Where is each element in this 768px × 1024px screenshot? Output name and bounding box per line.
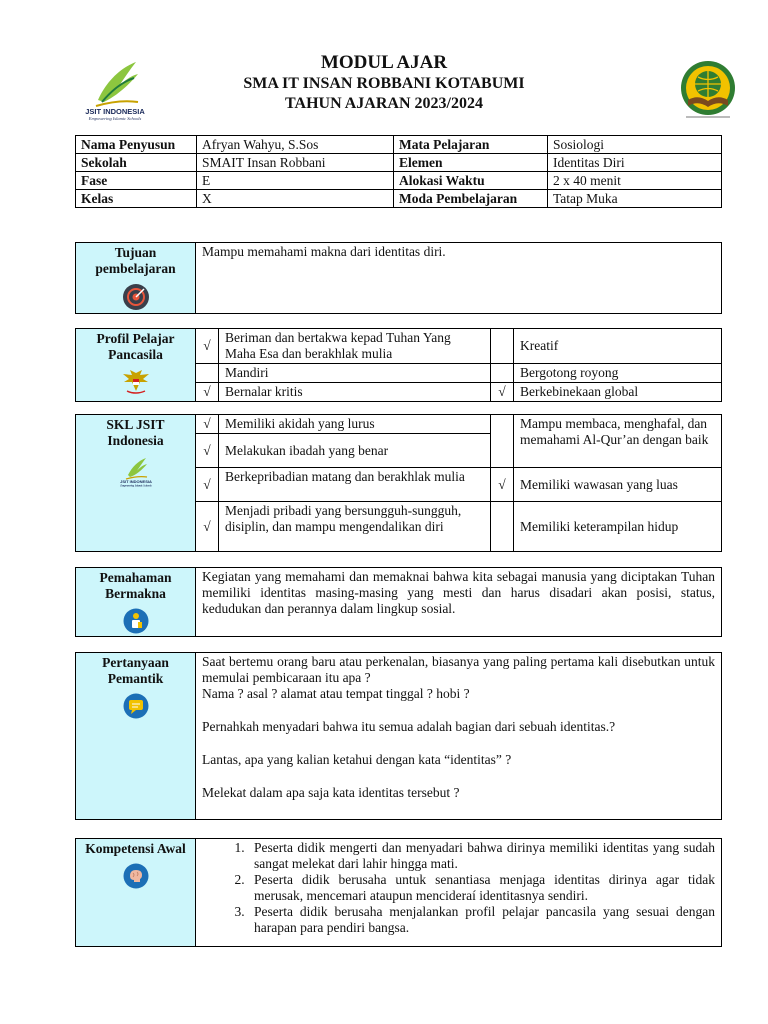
skl-check: √	[196, 468, 219, 502]
skl-check: √	[196, 415, 219, 434]
tujuan-section	[75, 242, 722, 314]
profil-item: Mandiri	[219, 364, 491, 383]
profil-check	[491, 364, 514, 383]
kompetensi-label: Kompetensi Awal	[85, 841, 186, 856]
profil-section	[75, 328, 722, 402]
svg-text:Empowering Islamic Schools: Empowering Islamic Schools	[119, 484, 152, 487]
svg-text:JSIT INDONESIA: JSIT INDONESIA	[119, 479, 152, 484]
info-key: Kelas	[76, 190, 197, 208]
skl-check: √	[196, 434, 219, 468]
skl-check: √	[196, 502, 219, 552]
pertanyaan-q2: Pernahkah menyadari bahwa itu semua adalah bagian dari sebuah identitas.?	[202, 719, 616, 734]
info-value: Tatap Muka	[548, 190, 722, 208]
kompetensi-list	[202, 840, 715, 936]
kompetensi-label-cell	[76, 839, 196, 947]
tujuan-text: Mampu memahami makna dari identitas diri.	[196, 243, 722, 314]
document-title: MODUL AJAR	[320, 52, 448, 73]
pemahaman-label-cell	[76, 568, 196, 637]
profil-item: Bergotong royong	[514, 364, 722, 383]
pemahaman-text: Kegiatan yang memahami dan memaknai bahwa kita sebagai manusia yang diciptakan Tuhan memiliki identitas masing-masing yang mesti dan harus disadari akan posisi, status, kedudukan dan perannya dalam lingkup sosial.	[196, 568, 722, 637]
skl-label: SKL JSIT Indonesia	[106, 417, 165, 448]
module-info-table	[75, 135, 722, 208]
profil-check: √	[196, 329, 219, 364]
profil-label: Profil Pelajar Pancasila	[96, 331, 175, 362]
skl-check: √	[491, 468, 514, 502]
skl-item: Memiliki keterampilan hidup	[514, 502, 722, 552]
info-key: Alokasi Waktu	[394, 172, 548, 190]
info-value: X	[197, 190, 394, 208]
profil-label-cell	[76, 329, 196, 402]
jsit-logo-tagline: Empowering Islamic Schools	[88, 116, 142, 121]
profil-check: √	[196, 383, 219, 402]
skl-item: Memiliki akidah yang lurus	[219, 415, 491, 434]
pertanyaan-label: Pertanyaan Pemantik	[102, 655, 169, 686]
tujuan-label: Tujuan pembelajaran	[95, 245, 176, 276]
jsit-logo	[76, 56, 154, 122]
pertanyaan-label-cell	[76, 653, 196, 820]
target-icon	[122, 283, 150, 311]
kompetensi-content	[196, 839, 722, 947]
jsit-small-logo	[116, 455, 156, 487]
info-key: Nama Penyusun	[76, 136, 197, 154]
pertanyaan-q3: Lantas, apa yang kalian ketahui dengan kata “identitas” ?	[202, 752, 512, 767]
info-value: E	[197, 172, 394, 190]
info-value: 2 x 40 menit	[548, 172, 722, 190]
school-name: SMA IT INSAN ROBBANI KOTABUMI	[243, 75, 525, 92]
skl-item: Memiliki wawasan yang luas	[514, 468, 722, 502]
skl-item: Menjadi pribadi yang bersungguh-sungguh, disiplin, dan mampu mengendalikan diri	[219, 502, 491, 552]
skl-item: Berkepribadian matang dan berakhlak mulia	[219, 468, 491, 502]
info-row	[76, 154, 722, 172]
info-row	[76, 190, 722, 208]
info-value: SMAIT Insan Robbani	[197, 154, 394, 172]
pertanyaan-q1b: Nama ? asal ? alamat atau tempat tinggal ? hobi ?	[202, 686, 470, 701]
info-value: Sosiologi	[548, 136, 722, 154]
pemahaman-section	[75, 567, 722, 637]
school-logo	[672, 58, 744, 122]
pemahaman-label: Pemahaman Bermakna	[99, 570, 172, 601]
skl-check	[491, 502, 514, 552]
info-value: Afryan Wahyu, S.Sos	[197, 136, 394, 154]
skl-item: Mampu membaca, menghafal, dan memahami Al-Qur’an dengan baik	[514, 415, 722, 468]
chat-icon	[123, 693, 149, 719]
skl-label-cell	[76, 415, 196, 552]
jsit-logo-text: JSIT INDONESIA	[85, 107, 145, 116]
person-info-icon	[123, 608, 149, 634]
kompetensi-item: 1. Peserta didik mengerti dan menyadari bahwa dirinya memiliki identitas yang sudah sangat melekat dari lahir hingga mati.	[248, 840, 715, 872]
info-key: Fase	[76, 172, 197, 190]
skl-item: Melakukan ibadah yang benar	[219, 434, 491, 468]
info-row	[76, 136, 722, 154]
skl-section	[75, 414, 722, 552]
pertanyaan-q1: Saat bertemu orang baru atau perkenalan, biasanya yang paling pertama kali disebutkan untuk memulai pembicaraan itu apa ?	[202, 654, 715, 685]
kompetensi-section	[75, 838, 722, 947]
info-key: Elemen	[394, 154, 548, 172]
pertanyaan-section	[75, 652, 722, 820]
tujuan-label-cell	[76, 243, 196, 314]
brain-icon	[123, 863, 149, 889]
kompetensi-item: 2. Peserta didik berusaha untuk senantiasa menjaga identitas dirinya agar tidak merusak, mencemari ataupun mencideraí identitasnya sendiri.	[248, 872, 715, 904]
info-key: Moda Pembelajaran	[394, 190, 548, 208]
garuda-icon	[121, 369, 151, 395]
info-key: Mata Pelajaran	[394, 136, 548, 154]
profil-check	[491, 329, 514, 364]
profil-item: Bernalar kritis	[219, 383, 491, 402]
info-value: Identitas Diri	[548, 154, 722, 172]
profil-item: Kreatif	[514, 329, 722, 364]
info-row	[76, 172, 722, 190]
profil-item: Berkebinekaan global	[514, 383, 722, 402]
skl-check	[491, 415, 514, 468]
profil-check: √	[491, 383, 514, 402]
profil-item: Beriman dan bertakwa kepad Tuhan Yang Maha Esa dan berakhlak mulia	[219, 329, 491, 364]
kompetensi-item: 3. Peserta didik berusaha menjalankan profil pelajar pancasila yang sesuai dengan harapan para pendiri bangsa.	[248, 904, 715, 936]
profil-check	[196, 364, 219, 383]
pertanyaan-q4: Melekat dalam apa saja kata identitas tersebut ?	[202, 785, 460, 800]
info-key: Sekolah	[76, 154, 197, 172]
academic-year: TAHUN AJARAN 2023/2024	[285, 95, 483, 112]
pertanyaan-content	[196, 653, 722, 820]
